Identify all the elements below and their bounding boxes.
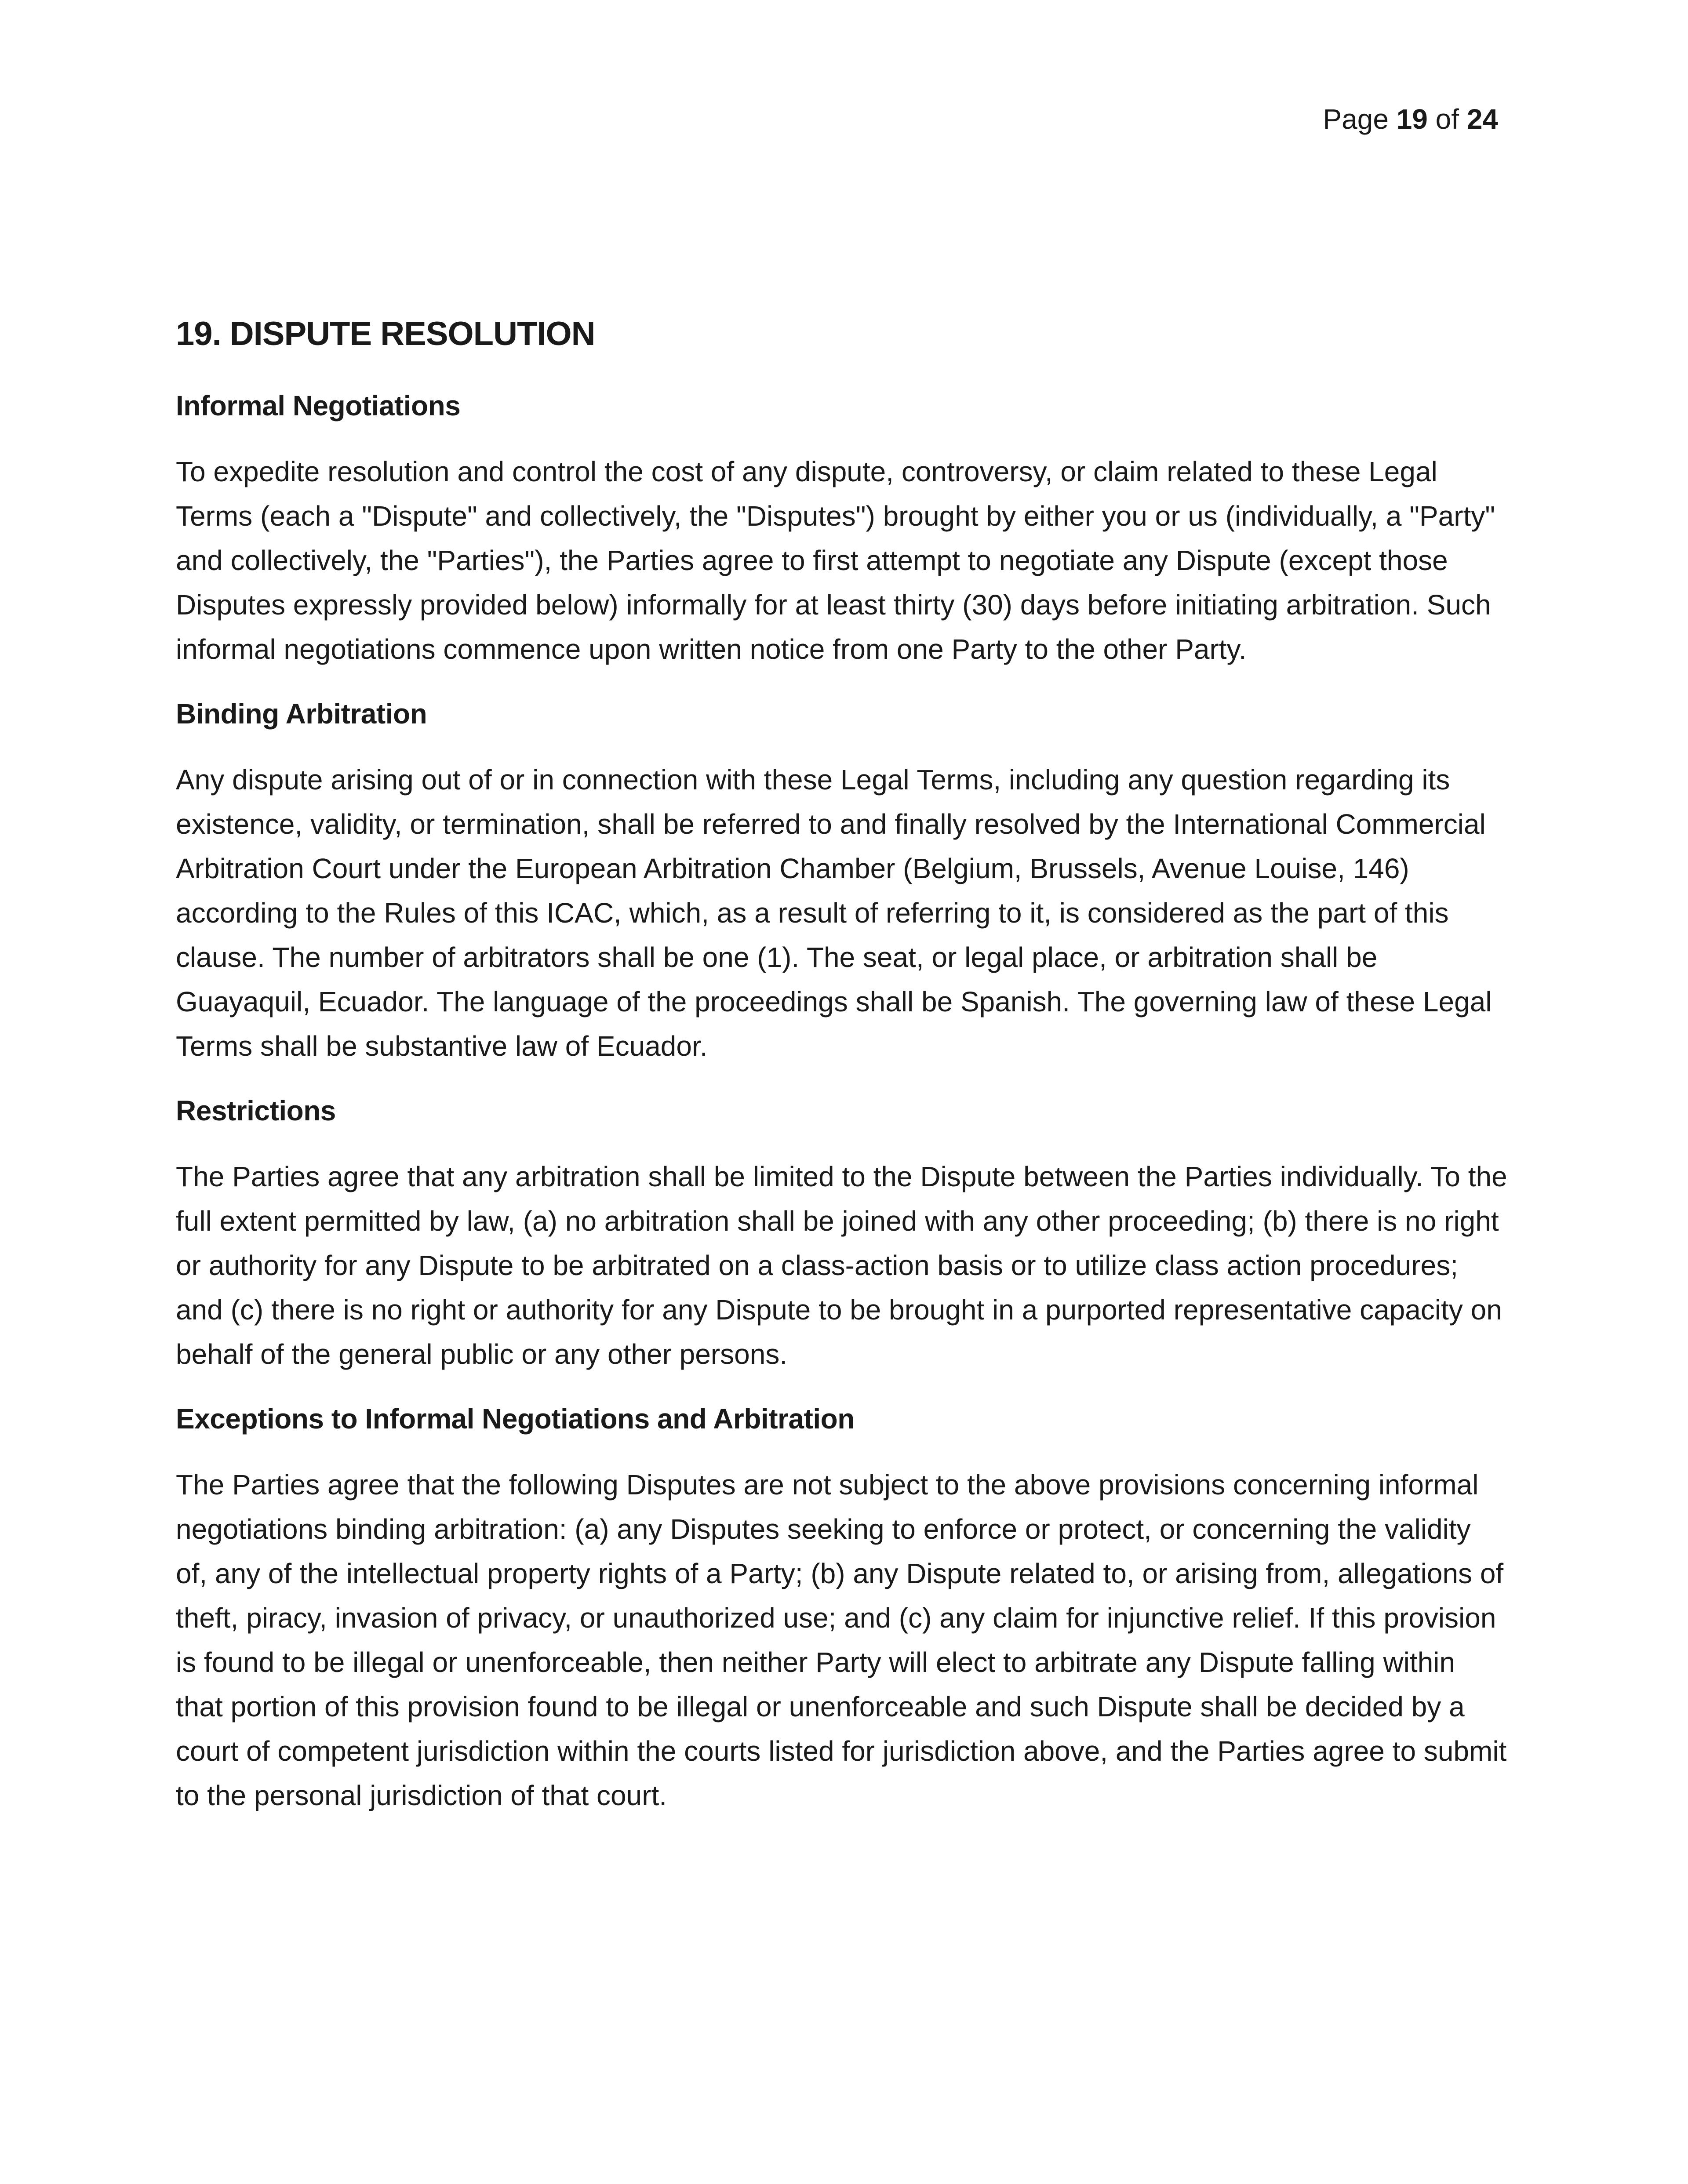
- page-prefix: Page: [1323, 103, 1389, 135]
- document-body: [176, 310, 1508, 1840]
- section-title: 19. DISPUTE RESOLUTION: [176, 315, 595, 352]
- paragraph-exceptions: The Parties agree that the following Disputes are not subject to the above provisions concerning informal negotiations binding arbitration: (a) any Disputes seeking to enforce or protect, or concerning the validity of, any of the intellectual property rights of a Party; (b) any Dispute related to, or arising from, allegations of theft, piracy, invasion of privacy, or unauthorized use; and (c) any claim for injunctive relief. If this provision is found to be illegal or unenforceable, then neither Party will elect to arbitrate any Dispute falling within that portion of this provision found to be illegal or unenforceable and such Dispute shall be decided by a court of competent jurisdiction within the courts listed for jurisdiction above, and the Parties agree to submit to the personal jurisdiction of that court.: [176, 1469, 1507, 1811]
- paragraph-informal-negotiations: To expedite resolution and control the cost of any dispute, controversy, or claim related to these Legal Terms (each a "Dispute" and collectively, the "Disputes") brought by either you or us (individually, a "Party" and collectively, the "Parties"), the Parties agree to first attempt to negotiate any Dispute (except those Disputes expressly provided below) informally for at least thirty (30) days before initiating arbitration. Such informal negotiations commence upon written notice from one Party to the other Party.: [176, 456, 1495, 665]
- subheading-informal-negotiations: Informal Negotiations: [176, 390, 461, 422]
- subheading-binding-arbitration: Binding Arbitration: [176, 698, 427, 730]
- total-pages: 24: [1466, 103, 1498, 135]
- page-separator: of: [1435, 103, 1459, 135]
- subheading-restrictions: Restrictions: [176, 1095, 336, 1127]
- paragraph-restrictions: The Parties agree that any arbitration shall be limited to the Dispute between the Parties individually. To the full extent permitted by law, (a) no arbitration shall be joined with any other proceeding; (b) there is no right or authority for any Dispute to be arbitrated on a class-action basis or to utilize class action procedures; and (c) there is no right or authority for any Dispute to be brought in a purported representative capacity on behalf of the general public or any other persons.: [176, 1161, 1507, 1370]
- page-number: [1323, 100, 1498, 138]
- subheading-exceptions: Exceptions to Informal Negotiations and Arbitration: [176, 1403, 855, 1435]
- paragraph-binding-arbitration: Any dispute arising out of or in connection with these Legal Terms, including any question regarding its existence, validity, or termination, shall be referred to and finally resolved by the International Commercial Arbitration Court under the European Arbitration Chamber (Belgium, Brussels, Avenue Louise, 146) according to the Rules of this ICAC, which, as a result of referring to it, is considered as the part of this clause. The number of arbitrators shall be one (1). The seat, or legal place, or arbitration shall be Guayaquil, Ecuador. The language of the proceedings shall be Spanish. The governing law of these Legal Terms shall be substantive law of Ecuador.: [176, 764, 1492, 1062]
- current-page: 19: [1396, 103, 1428, 135]
